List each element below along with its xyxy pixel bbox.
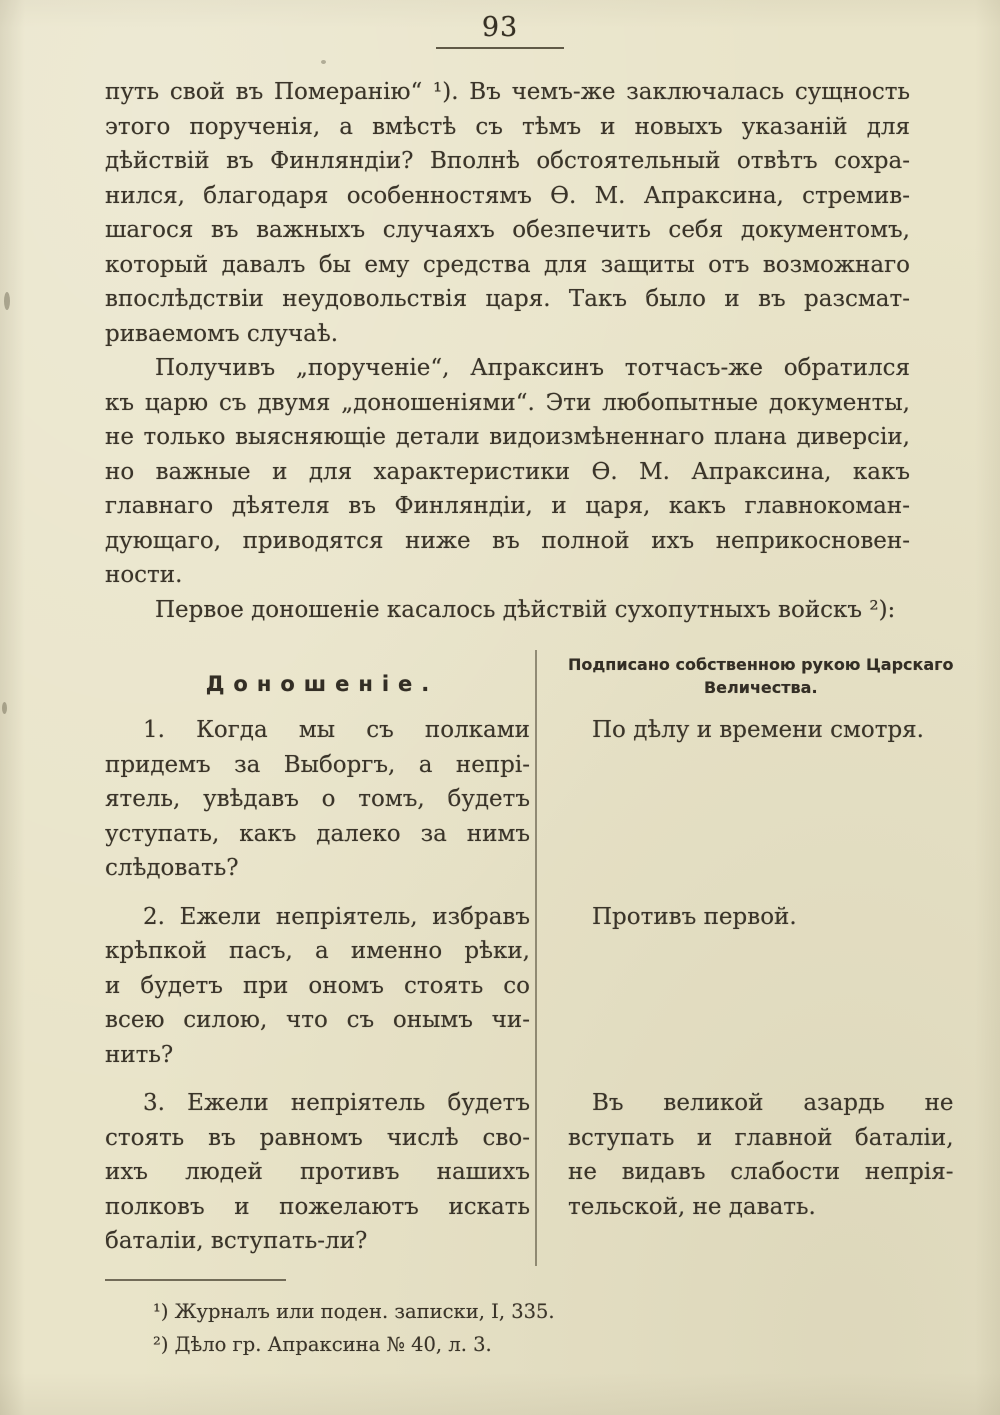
right-header-line: Подписано собственною рукою Царскаго xyxy=(568,655,954,674)
text-line: и будетъ при ономъ стоять со xyxy=(105,972,530,999)
question-2 xyxy=(105,900,530,1073)
text-line: Получивъ „порученіе“, Апраксинъ тотчасъ-же обратился xyxy=(155,355,910,381)
paper-speck xyxy=(2,702,7,714)
report-section xyxy=(105,653,954,1259)
text-line: путь свой въ Померанію“ ¹). Въ чемъ-же заключалась сущность xyxy=(105,79,910,105)
text-line: шагося въ важныхъ случаяхъ обезпечить себя документомъ, xyxy=(105,217,910,243)
text-line: но важные и для характеристики Ѳ. М. Апраксина, какъ xyxy=(105,458,910,485)
text-line: ятель, увѣдавъ о томъ, будетъ xyxy=(105,786,530,812)
footnotes xyxy=(105,1295,910,1361)
report-right-header xyxy=(568,653,954,699)
report-grid xyxy=(105,653,954,1259)
footnote-2: ²) Дѣло гр. Апраксина № 40, л. 3. xyxy=(153,1332,492,1356)
text-line: дѣйствій въ Финляндіи? Вполнѣ обстоятельный отвѣтъ сохра- xyxy=(105,148,910,174)
text-line: слѣдовать? xyxy=(105,855,239,881)
paper-speck xyxy=(321,60,326,64)
body-paragraph-3 xyxy=(105,593,910,628)
text-line: 2. Ежели непріятель, избравъ xyxy=(143,903,530,930)
text-line: нился, благодаря особенностямъ Ѳ. М. Апраксина, стремив- xyxy=(105,182,910,209)
text-line: не видавъ слабости непрія- xyxy=(568,1159,954,1185)
answer-3 xyxy=(568,1086,954,1259)
text-line: Въ великой азардь не xyxy=(592,1090,954,1116)
text-line: дующаго, приводятся ниже въ полной ихъ неприкосновен- xyxy=(105,527,910,554)
text-line: полковъ и пожелаютъ искать xyxy=(105,1193,530,1220)
text-line: нить? xyxy=(105,1041,174,1068)
text-line: крѣпкой пасъ, а именно рѣки, xyxy=(105,938,530,964)
text-line: вступать и главной баталіи, xyxy=(568,1124,954,1151)
column-divider xyxy=(535,650,537,1266)
text-line: 1. Когда мы съ полками xyxy=(143,717,530,743)
text-line: впослѣдствіи неудовольствія царя. Такъ было и въ разсмат- xyxy=(105,286,910,312)
text-line: который давалъ бы ему средства для защиты отъ возможнаго xyxy=(105,251,910,278)
question-3 xyxy=(105,1086,530,1259)
body-paragraph-2 xyxy=(105,351,910,593)
report-left-header: Доношеніе. xyxy=(205,672,439,696)
page-number: 93 xyxy=(481,12,519,43)
text-line: ности. xyxy=(105,562,183,588)
paper-speck xyxy=(4,292,10,310)
right-header-line: Величества. xyxy=(703,678,818,697)
footnote-1: ¹) Журналъ или поден. записки, I, 335. xyxy=(153,1299,555,1323)
text-line: къ царю съ двумя „доношеніями“. Эти любопытные документы, xyxy=(105,389,910,416)
text-line: этого порученія, а вмѣстѣ съ тѣмъ и новыхъ указаній для xyxy=(105,113,910,140)
page-number-rule xyxy=(436,47,564,49)
footnote-rule xyxy=(105,1279,286,1281)
text-line: баталіи, вступать-ли? xyxy=(105,1228,368,1254)
answer-1 xyxy=(568,713,954,886)
body-text xyxy=(105,75,910,627)
text-line: 3. Ежели непріятель будетъ xyxy=(143,1090,530,1116)
text-line: уступать, какъ далеко за нимъ xyxy=(105,820,530,847)
text-line: тельской, не давать. xyxy=(568,1193,816,1220)
text-line: стоять въ равномъ числѣ сво- xyxy=(105,1124,530,1151)
question-1 xyxy=(105,713,530,886)
text-line: не только выясняющіе детали видоизмѣненнаго плана диверсіи, xyxy=(105,424,910,450)
text-line: ихъ людей противъ нашихъ xyxy=(105,1159,530,1185)
text-line: Противъ первой. xyxy=(592,903,797,930)
text-line: риваемомъ случаѣ. xyxy=(105,320,339,347)
body-paragraph-1 xyxy=(105,75,910,351)
text-line: придемъ за Выборгъ, а непрі- xyxy=(105,751,530,778)
text-line: По дѣлу и времени смотря. xyxy=(592,717,924,743)
text-line: всею силою, что съ онымъ чи- xyxy=(105,1007,530,1033)
text-line: Первое доношеніе касалось дѣйствій сухопутныхъ войскъ ²): xyxy=(155,596,896,623)
text-line: главнаго дѣятеля въ Финляндіи, и царя, какъ главнокоман- xyxy=(105,493,910,519)
answer-2 xyxy=(568,900,954,1073)
